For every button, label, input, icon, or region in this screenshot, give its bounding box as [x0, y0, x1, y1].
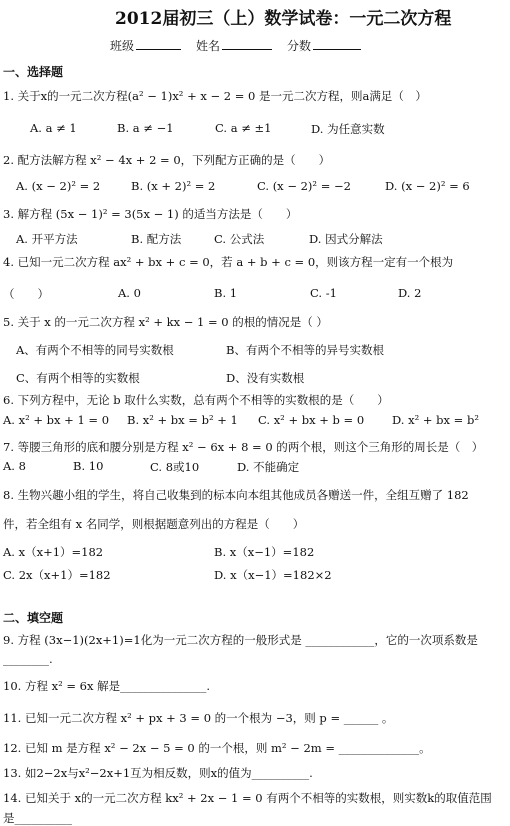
section-fill-heading: 二、填空题 — [3, 611, 64, 625]
question-7-option-a: A. 8 — [3, 459, 26, 473]
question-1-option-c: C. a ≠ ±1 — [215, 121, 272, 135]
question-5-option-b: B、有两个不相等的异号实数根 — [226, 343, 384, 357]
question-6-option-a: A. x² + bx + 1 = 0 — [3, 413, 110, 427]
question-5-option-c: C、有两个相等的实数根 — [16, 371, 140, 385]
question-4-option-d: D. 2 — [398, 286, 422, 300]
question-3-option-c: C. 公式法 — [214, 232, 265, 246]
question-4-stem: 4. 已知一元二次方程 ax² + bx + c = 0，若 a + b + c = 0，则该方程一定有一个根为 — [3, 255, 454, 269]
question-1-option-a: A. a ≠ 1 — [30, 121, 77, 135]
question-12: 12. 已知 m 是方程 x² − 2x − 5 = 0 的一个根，则 m² − 2m = ______________。 — [3, 741, 431, 755]
section-choice-heading: 一、选择题 — [3, 65, 64, 79]
question-6-stem: 6. 下列方程中，无论 b 取什么实数，总有两个不相等的实数根的是（ ） — [3, 393, 389, 407]
question-7-option-c: C. 8或10 — [150, 460, 200, 474]
question-4-paren: （ ） — [3, 287, 49, 301]
question-8-option-c: C. 2x（x+1）=182 — [3, 568, 111, 582]
question-1-option-d: D. 为任意实数 — [311, 122, 385, 136]
question-4-option-c: C. -1 — [310, 286, 337, 300]
name-label: 姓名 — [196, 37, 272, 54]
question-6-option-c: C. x² + bx + b = 0 — [258, 413, 365, 427]
question-5-option-d: D、没有实数根 — [226, 371, 305, 385]
question-9-line1: 9. 方程 (3x−1)(2x+1)=1化为一元二次方程的一般形式是 ____________，它的一次项系数是 — [3, 633, 478, 647]
score-label: 分数 — [287, 37, 361, 54]
question-3-option-d: D. 因式分解法 — [309, 232, 383, 246]
question-2-option-b: B. (x + 2)² = 2 — [131, 179, 216, 193]
question-6-option-d: D. x² + bx = b² — [392, 413, 479, 427]
question-2-option-a: A. (x − 2)² = 2 — [16, 179, 101, 193]
question-4-option-a: A. 0 — [118, 286, 141, 300]
question-8-stem-line2: 件，若全组有 x 名同学，则根据题意列出的方程是（ ） — [3, 517, 305, 531]
question-2-option-c: C. (x − 2)² = −2 — [257, 179, 351, 193]
question-5-stem: 5. 关于 x 的一元二次方程 x² + kx − 1 = 0 的根的情况是（ ） — [3, 315, 328, 329]
question-14-line2: 是__________ — [3, 811, 72, 825]
question-9-line2: ________. — [3, 652, 53, 666]
question-1-option-b: B. a ≠ −1 — [117, 121, 174, 135]
question-6-option-b: B. x² + bx = b² + 1 — [127, 413, 238, 427]
question-8-option-a: A. x（x+1）=182 — [3, 545, 104, 559]
question-2-stem: 2. 配方法解方程 x² − 4x + 2 = 0，下列配方正确的是（ ） — [3, 153, 331, 167]
question-3-stem: 3. 解方程 (5x − 1)² = 3(5x − 1) 的适当方法是（ ） — [3, 207, 298, 221]
question-7-option-b: B. 10 — [73, 459, 104, 473]
class-label: 班级 — [110, 37, 181, 54]
question-10: 10. 方程 x² = 6x 解是_______________. — [3, 679, 211, 693]
question-8-option-b: B. x（x−1）=182 — [214, 545, 315, 559]
question-8-option-d: D. x（x−1）=182×2 — [214, 568, 332, 582]
question-14-line1: 14. 已知关于 x的一元二次方程 kx² + 2x − 1 = 0 有两个不相等的实数根，则实数k的取值范围 — [3, 791, 492, 805]
question-11: 11. 已知一元二次方程 x² + px + 3 = 0 的一个根为 −3，则 p = ______ 。 — [3, 711, 394, 725]
question-7-stem: 7. 等腰三角形的底和腰分别是方程 x² − 6x + 8 = 0 的两个根，则这个三角形的周长是（ ） — [3, 440, 484, 454]
question-2-option-d: D. (x − 2)² = 6 — [385, 179, 470, 193]
question-5-option-a: A、有两个不相等的同号实数根 — [16, 343, 174, 357]
question-3-option-b: B. 配方法 — [131, 232, 182, 246]
question-1-stem: 1. 关于x的一元二次方程(a² − 1)x² + x − 2 = 0 是一元二次方程，则a满足（ ） — [3, 89, 427, 103]
question-13: 13. 如2−2x与x²−2x+1互为相反数，则x的值为__________. — [3, 766, 313, 780]
question-3-option-a: A. 开平方法 — [16, 232, 78, 246]
question-7-option-d: D. 不能确定 — [237, 460, 300, 474]
page-title: 2012届初三（上）数学试卷：一元二次方程 — [115, 9, 452, 29]
question-4-option-b: B. 1 — [214, 286, 238, 300]
question-8-stem-line1: 8. 生物兴趣小组的学生，将自己收集到的标本向本组其他成员各赠送一件，全组互赠了 182 — [3, 488, 469, 502]
